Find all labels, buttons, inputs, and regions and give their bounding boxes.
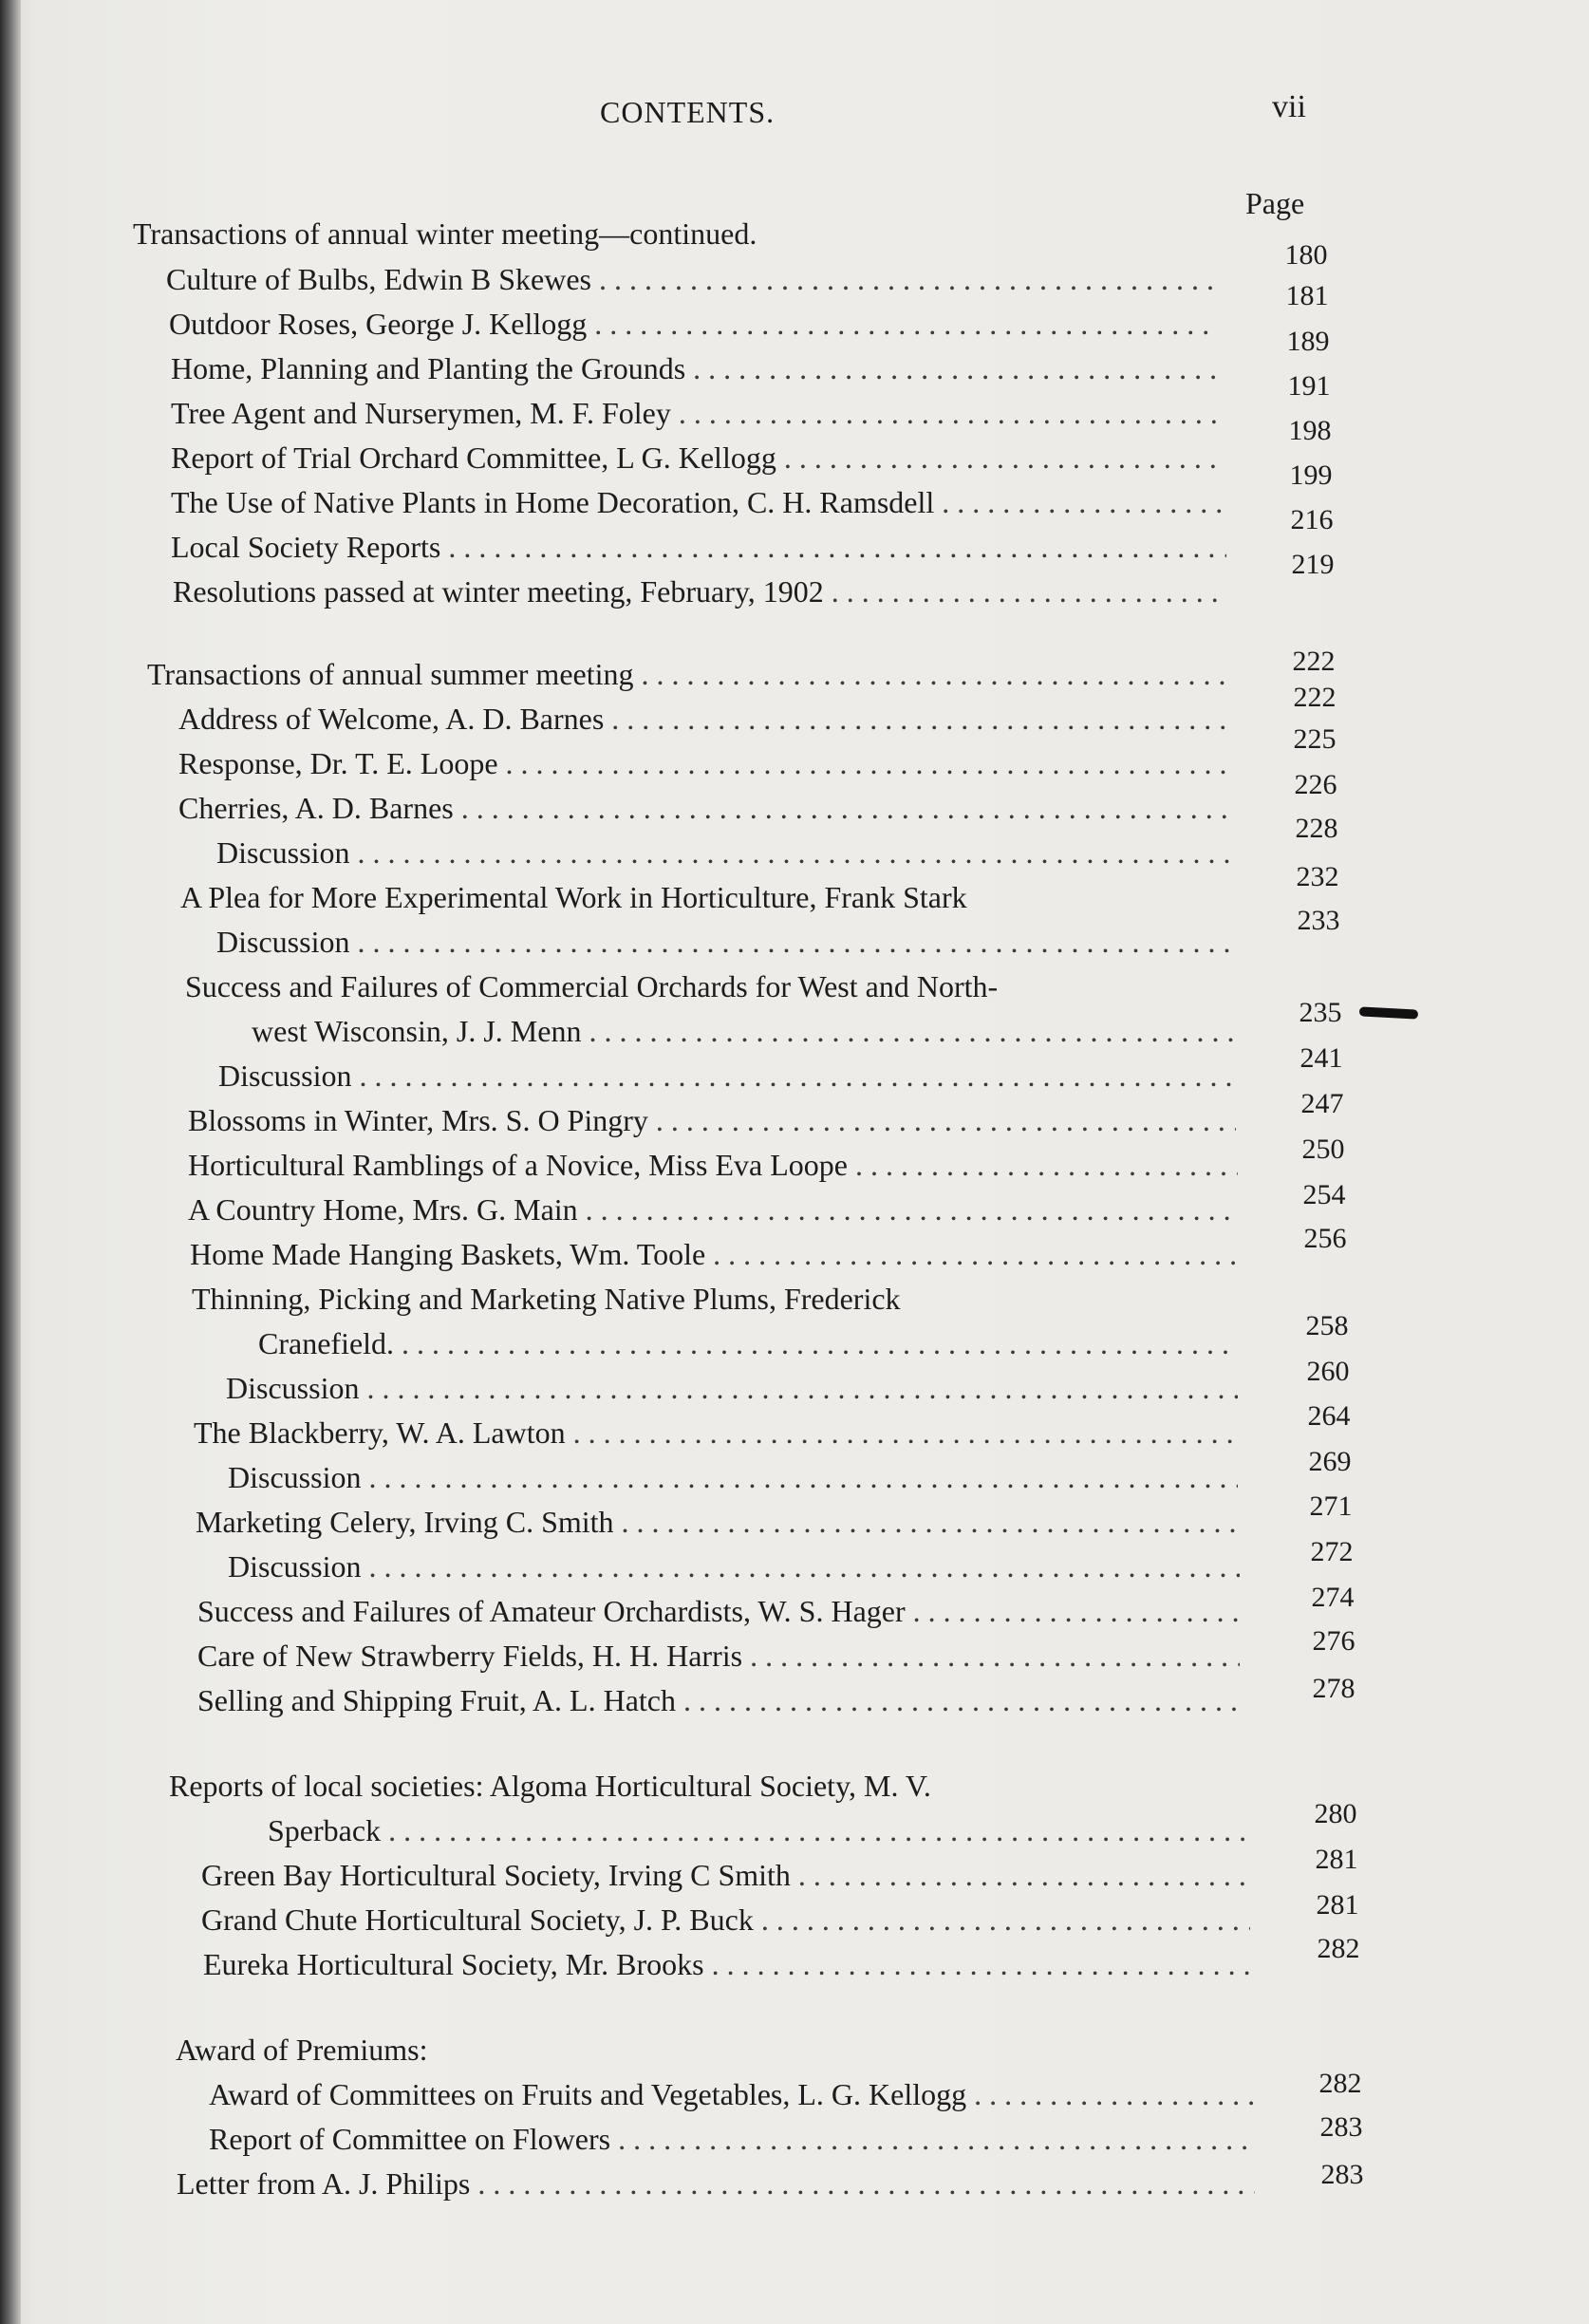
- toc-page-number: 235: [1299, 997, 1342, 1028]
- toc-entry: [171, 396, 1224, 438]
- leader-dots: [784, 440, 1217, 476]
- toc-entry-title: Green Bay Horticultural Society, Irving C Smith: [201, 1858, 791, 1892]
- toc-page-number: 250: [1301, 1134, 1345, 1165]
- leader-dots: [388, 1813, 1250, 1848]
- toc-entry: [203, 1947, 1258, 1989]
- toc-entry-title: Award of Premiums:: [176, 2033, 428, 2067]
- leader-dots: [402, 1326, 1238, 1361]
- toc-page-number: 258: [1305, 1310, 1349, 1341]
- toc-entry-title: Report of Trial Orchard Committee, L G. Kellogg: [171, 440, 776, 475]
- leader-dots: [683, 1683, 1242, 1718]
- leader-dots: [506, 746, 1231, 781]
- toc-entry: [258, 1326, 1245, 1368]
- toc-page-number: 228: [1295, 813, 1338, 844]
- toc-entry: [180, 880, 1239, 922]
- toc-entry-title: Horticultural Ramblings of a Novice, Miss Eva Loope: [188, 1148, 848, 1182]
- toc-entry-title: Address of Welcome, A. D. Barnes: [178, 702, 605, 736]
- toc-entry-title: Local Society Reports: [171, 530, 441, 564]
- toc-entry-title: Success and Failures of Amateur Orchardists, W. S. Hager: [197, 1594, 906, 1628]
- toc-page-number: 233: [1297, 905, 1340, 936]
- toc-entry-title: Outdoor Roses, George J. Kellogg: [169, 307, 588, 341]
- toc-entry: [226, 1371, 1245, 1413]
- toc-entry: [188, 1192, 1245, 1234]
- toc-entry: [190, 1237, 1245, 1279]
- leader-dots: [942, 485, 1226, 520]
- leader-dots: [599, 262, 1217, 297]
- toc-entry-title: Transactions of annual winter meeting—continued.: [133, 216, 757, 251]
- toc-page-number: 222: [1292, 646, 1336, 677]
- toc-entry: [218, 1059, 1243, 1100]
- toc-entry-title: The Use of Native Plants in Home Decoration, C. H. Ramsdell: [171, 485, 935, 519]
- toc-entry-title: Transactions of annual summer meeting: [147, 657, 634, 691]
- toc-page-number: 247: [1300, 1088, 1344, 1119]
- toc-entry-title: Cranefield.: [258, 1326, 395, 1360]
- leader-dots: [357, 835, 1231, 871]
- toc-page-number: 189: [1286, 326, 1330, 357]
- toc-entry: [201, 1858, 1258, 1900]
- toc-entry: [185, 969, 1243, 1011]
- toc-entry-title: Resolutions passed at winter meeting, February, 1902: [173, 574, 824, 609]
- toc-entry-title: Blossoms in Winter, Mrs. S. O Pingry: [188, 1103, 648, 1137]
- leader-dots: [589, 1014, 1236, 1049]
- toc-page-number: 219: [1291, 549, 1335, 580]
- toc-page-number: 222: [1293, 682, 1337, 713]
- toc-entry-title: Thinning, Picking and Marketing Native Plums, Frederick: [192, 1282, 901, 1316]
- leader-dots: [622, 1505, 1240, 1540]
- toc-page-number: 264: [1307, 1400, 1351, 1432]
- page-number-roman: vii: [1272, 89, 1306, 124]
- toc-page-number: 199: [1289, 459, 1333, 491]
- toc-page-number: 241: [1299, 1042, 1343, 1074]
- toc-entry: [201, 1902, 1258, 1944]
- leader-dots: [477, 2166, 1255, 2202]
- leader-dots: [461, 791, 1231, 826]
- toc-entry-title: Grand Chute Horticultural Society, J. P. Buck: [201, 1902, 754, 1937]
- toc-entry: [147, 657, 1239, 699]
- leader-dots: [713, 1237, 1238, 1272]
- toc-entry: [209, 2077, 1262, 2119]
- toc-entry-title: Care of New Strawberry Fields, H. H. Harris: [197, 1639, 743, 1673]
- toc-entry-title: Tree Agent and Nurserymen, M. F. Foley: [171, 396, 671, 430]
- toc-entry: [188, 1103, 1243, 1145]
- toc-page-number: 272: [1310, 1536, 1354, 1567]
- toc-page-number: 282: [1318, 2068, 1362, 2099]
- toc-entry: [169, 307, 1224, 348]
- toc-entry: [192, 1282, 1245, 1323]
- toc-page-number: 276: [1312, 1625, 1355, 1657]
- toc-page-number: 280: [1314, 1798, 1357, 1829]
- leader-dots: [618, 2122, 1255, 2157]
- toc-entry-title: Discussion: [218, 1059, 352, 1093]
- toc-entry: [178, 791, 1239, 833]
- toc-entry-title: Home, Planning and Planting the Grounds: [171, 351, 686, 385]
- toc-page-number: 271: [1309, 1490, 1353, 1522]
- toc-entry: [178, 702, 1239, 743]
- page-column-label: Page: [1245, 186, 1305, 220]
- toc-entry: [171, 440, 1224, 482]
- toc-page-number: 281: [1315, 1844, 1358, 1875]
- toc-page-number: 216: [1290, 504, 1334, 535]
- leader-dots: [679, 396, 1217, 431]
- toc-entry: [197, 1639, 1247, 1680]
- toc-entry-title: Discussion: [216, 925, 350, 959]
- leader-dots: [693, 351, 1217, 386]
- toc-entry-title: west Wisconsin, J. J. Menn: [252, 1014, 582, 1048]
- toc-entry-title: Discussion: [228, 1460, 362, 1494]
- toc-page-number: 269: [1308, 1446, 1352, 1477]
- toc-entry: [171, 530, 1234, 572]
- toc-entry: [178, 746, 1239, 788]
- toc-entry-title: Culture of Bulbs, Edwin B Skewes: [166, 262, 591, 296]
- leader-dots: [974, 2077, 1255, 2112]
- toc-page-number: 278: [1312, 1673, 1355, 1704]
- toc-entry: [196, 1505, 1247, 1546]
- toc-entry-title: Cherries, A. D. Barnes: [178, 791, 454, 825]
- leader-dots: [448, 530, 1226, 565]
- toc-entry-title: Discussion: [226, 1371, 360, 1405]
- toc-entry: [194, 1415, 1245, 1457]
- toc-page-number: 282: [1317, 1933, 1360, 1964]
- toc-entry-title: Marketing Celery, Irving C. Smith: [196, 1505, 614, 1539]
- toc-entry-title: Selling and Shipping Fruit, A. L. Hatch: [197, 1683, 676, 1717]
- leader-dots: [832, 574, 1226, 609]
- toc-entry: [216, 835, 1239, 877]
- leader-dots: [368, 1460, 1238, 1495]
- leader-dots: [750, 1639, 1240, 1674]
- toc-entry: [177, 2166, 1262, 2208]
- toc-entry-title: A Plea for More Experimental Work in Horticulture, Frank Stark: [180, 880, 967, 914]
- leader-dots: [913, 1594, 1240, 1629]
- toc-page-number: 283: [1319, 2111, 1363, 2143]
- toc-entry-title: The Blackberry, W. A. Lawton: [194, 1415, 566, 1450]
- toc-entry-title: Discussion: [228, 1549, 362, 1584]
- toc-entry: [197, 1594, 1247, 1636]
- leader-dots: [573, 1415, 1238, 1451]
- leader-dots: [761, 1902, 1250, 1938]
- toc-entry: [176, 2033, 1262, 2074]
- toc-page-number: 254: [1302, 1179, 1346, 1210]
- leader-dots: [611, 702, 1231, 737]
- toc-entry: [169, 1769, 1258, 1810]
- leader-dots: [855, 1148, 1238, 1183]
- leader-dots: [368, 1549, 1240, 1584]
- leader-dots: [656, 1103, 1236, 1138]
- toc-entry: [133, 216, 1224, 258]
- toc-entry: [166, 262, 1224, 304]
- toc-page-number: 198: [1288, 415, 1332, 446]
- toc-entry: [252, 1014, 1243, 1056]
- leader-dots: [594, 307, 1217, 342]
- toc-page-number: 283: [1320, 2159, 1364, 2190]
- toc-entry: [173, 574, 1234, 616]
- toc-entry-title: Discussion: [216, 835, 350, 870]
- toc-entry-title: Report of Committee on Flowers: [209, 2122, 611, 2156]
- toc-page-number: 226: [1294, 769, 1337, 800]
- toc-entry-title: Success and Failures of Commercial Orchards for West and North-: [185, 969, 999, 1003]
- toc-entry: [216, 925, 1239, 966]
- toc-page-number: 225: [1293, 723, 1337, 755]
- leader-dots: [586, 1192, 1238, 1228]
- toc-page-number: 191: [1287, 370, 1331, 402]
- toc-page-number: 180: [1284, 239, 1328, 271]
- page-title: CONTENTS.: [600, 95, 776, 129]
- leader-dots: [642, 657, 1232, 692]
- toc-entry: [197, 1683, 1249, 1725]
- toc-entry-title: A Country Home, Mrs. G. Main: [188, 1192, 578, 1227]
- toc-entry: [209, 2122, 1262, 2164]
- toc-entry: [228, 1460, 1245, 1502]
- toc-entry-title: Award of Committees on Fruits and Vegetables, L. G. Kellogg: [209, 2077, 967, 2111]
- toc-entry: [171, 351, 1224, 393]
- toc-entry-title: Home Made Hanging Baskets, Wm. Toole: [190, 1237, 706, 1271]
- toc-page-number: 181: [1285, 280, 1329, 311]
- leader-dots: [359, 1059, 1236, 1094]
- leader-dots: [798, 1858, 1250, 1893]
- leader-dots: [366, 1371, 1238, 1406]
- toc-entry: [171, 485, 1234, 527]
- toc-entry: [188, 1148, 1245, 1190]
- toc-entry-title: Eureka Horticultural Society, Mr. Brooks: [203, 1947, 704, 1981]
- toc-entry: [268, 1813, 1258, 1855]
- toc-entry-title: Reports of local societies: Algoma Horticultural Society, M. V.: [169, 1769, 931, 1803]
- toc-page-number: 274: [1311, 1582, 1355, 1613]
- toc-entry-title: Sperback: [268, 1813, 382, 1847]
- toc-page-number: 256: [1303, 1223, 1347, 1254]
- toc-entry-title: Response, Dr. T. E. Loope: [178, 746, 498, 780]
- toc-entry-title: Letter from A. J. Philips: [177, 2166, 471, 2201]
- leader-dots: [357, 925, 1231, 960]
- toc-entry: [228, 1549, 1247, 1591]
- toc-page-number: 232: [1296, 861, 1339, 892]
- toc-page-number: 260: [1306, 1356, 1350, 1387]
- toc-page-number: 281: [1316, 1889, 1359, 1921]
- leader-dots: [712, 1947, 1250, 1982]
